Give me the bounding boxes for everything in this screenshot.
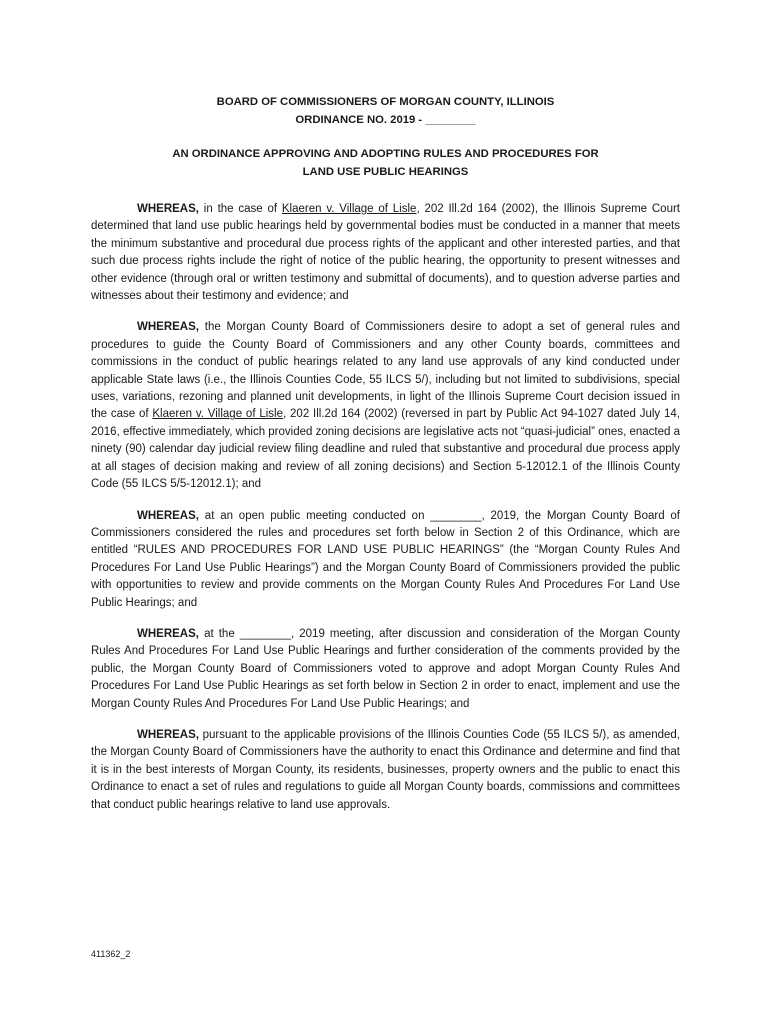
whereas-paragraph-1 [91,201,680,305]
subtitle-line-2: LAND USE PUBLIC HEARINGS [302,166,469,178]
whereas-paragraph-3 [91,508,680,612]
paragraph-text: pursuant to the applicable provisions of the Illinois Counties Code (55 ILCS 5/), as amended, the Morgan County Board of Commissioners have the authority to enact this Ordinance and determine and find that it is in the best interests of Morgan County, its residents, businesses, property owners and the public to enact this Ordinance to enact a set of rules and regulations to guide all Morgan County boards, commissions and committees that conduct public hearings relative to land use approvals. [91,728,680,811]
paragraph-text: the Morgan County Board of Commissioners desire to adopt a set of general rules and procedures to guide the County Board of Commissioners and any other County boards, committees and commissions in the conduct of public hearings related to any land use approvals of any kind conducted under applicable State laws (i.e., the Illinois Counties Code, 55 ILCS 5/), including but not limited to subdivisions, special uses, variations, rezoning and planned unit developments, in light of the Illinois Supreme Court decision issued in the case of [91,321,680,421]
paragraph-text: , 202 Ill.2d 164 (2002) (reversed in part by Public Act 94-1027 dated July 14, 2016, effective immediately, which provided zoning decisions are legislative acts not “quasi-judicial” ones, enacted a ninety (90) calendar day judicial review filing deadline and ruled that substantive and procedural due process apply at all stages of decision making and review of all zoning decisions) and Section 5-12012.1 of the Illinois County Code (55 ILCS 5/5-12012.1); and [91,408,680,491]
title-line-ordinance-number: ORDINANCE NO. 2019 - ________ [295,114,476,126]
ordinance-subtitle [91,145,680,181]
whereas-paragraph-4 [91,626,680,713]
whereas-keyword: WHEREAS, [137,203,199,215]
paragraph-text: at the ________, 2019 meeting, after discussion and consideration of the Morgan County Rules And Procedures For Land Use Public Hearings and further consideration of the comments provided by the public, the Morgan County Board of Commissioners voted to approve and adopt Morgan County Rules And Procedures For Land Use Public Hearings as set forth below in Section 2 in order to enact, implement and use the Morgan County Rules And Procedures For Land Use Public Hearings; and [91,627,680,710]
whereas-paragraph-5 [91,727,680,814]
paragraph-text: in the case of [198,203,282,215]
document-title [91,93,680,129]
document-body [91,93,680,814]
title-line-board: BOARD OF COMMISSIONERS OF MORGAN COUNTY, ILLINOIS [216,96,555,108]
paragraph-text: at an open public meeting conducted on ________, 2019, the Morgan County Board of Commissioners considered the rules and procedures set forth below in Section 2 of this Ordinance, which are entitled “RULES AND PROCEDURES FOR LAND USE PUBLIC HEARINGS” (the “Morgan County Rules And Procedures For Land Use Public Hearings”) and the Morgan County Board of Commissioners provided the public with opportunities to review and provide comments on the Morgan County Rules And Procedures For Land Use Public Hearings; and [91,509,680,609]
subtitle-line-1: AN ORDINANCE APPROVING AND ADOPTING RULES AND PROCEDURES FOR [172,148,599,160]
case-citation: Klaeren v. Village of Lisle [152,408,283,421]
paragraph-text: , 202 Ill.2d 164 (2002), the Illinois Supreme Court determined that land use public hearings held by governmental bodies must be conducted in a manner that meets the minimum substantive and procedural due process rights of the applicant and other interested parties, and that such due process rights include the right of notice of the public hearing, the opportunity to present witnesses and other evidence (through oral or written testimony and submittal of documents), and to question adverse parties and witnesses about their testimony and evidence; and [91,203,681,303]
case-citation: Klaeren v. Village of Lisle [281,203,417,215]
whereas-keyword: WHEREAS, [137,321,199,334]
whereas-keyword: WHEREAS, [137,509,199,522]
document-footer-id: 411362_2 [91,949,131,959]
whereas-keyword: WHEREAS, [137,728,199,741]
whereas-keyword: WHEREAS, [137,627,199,640]
whereas-paragraph-2 [91,319,680,493]
